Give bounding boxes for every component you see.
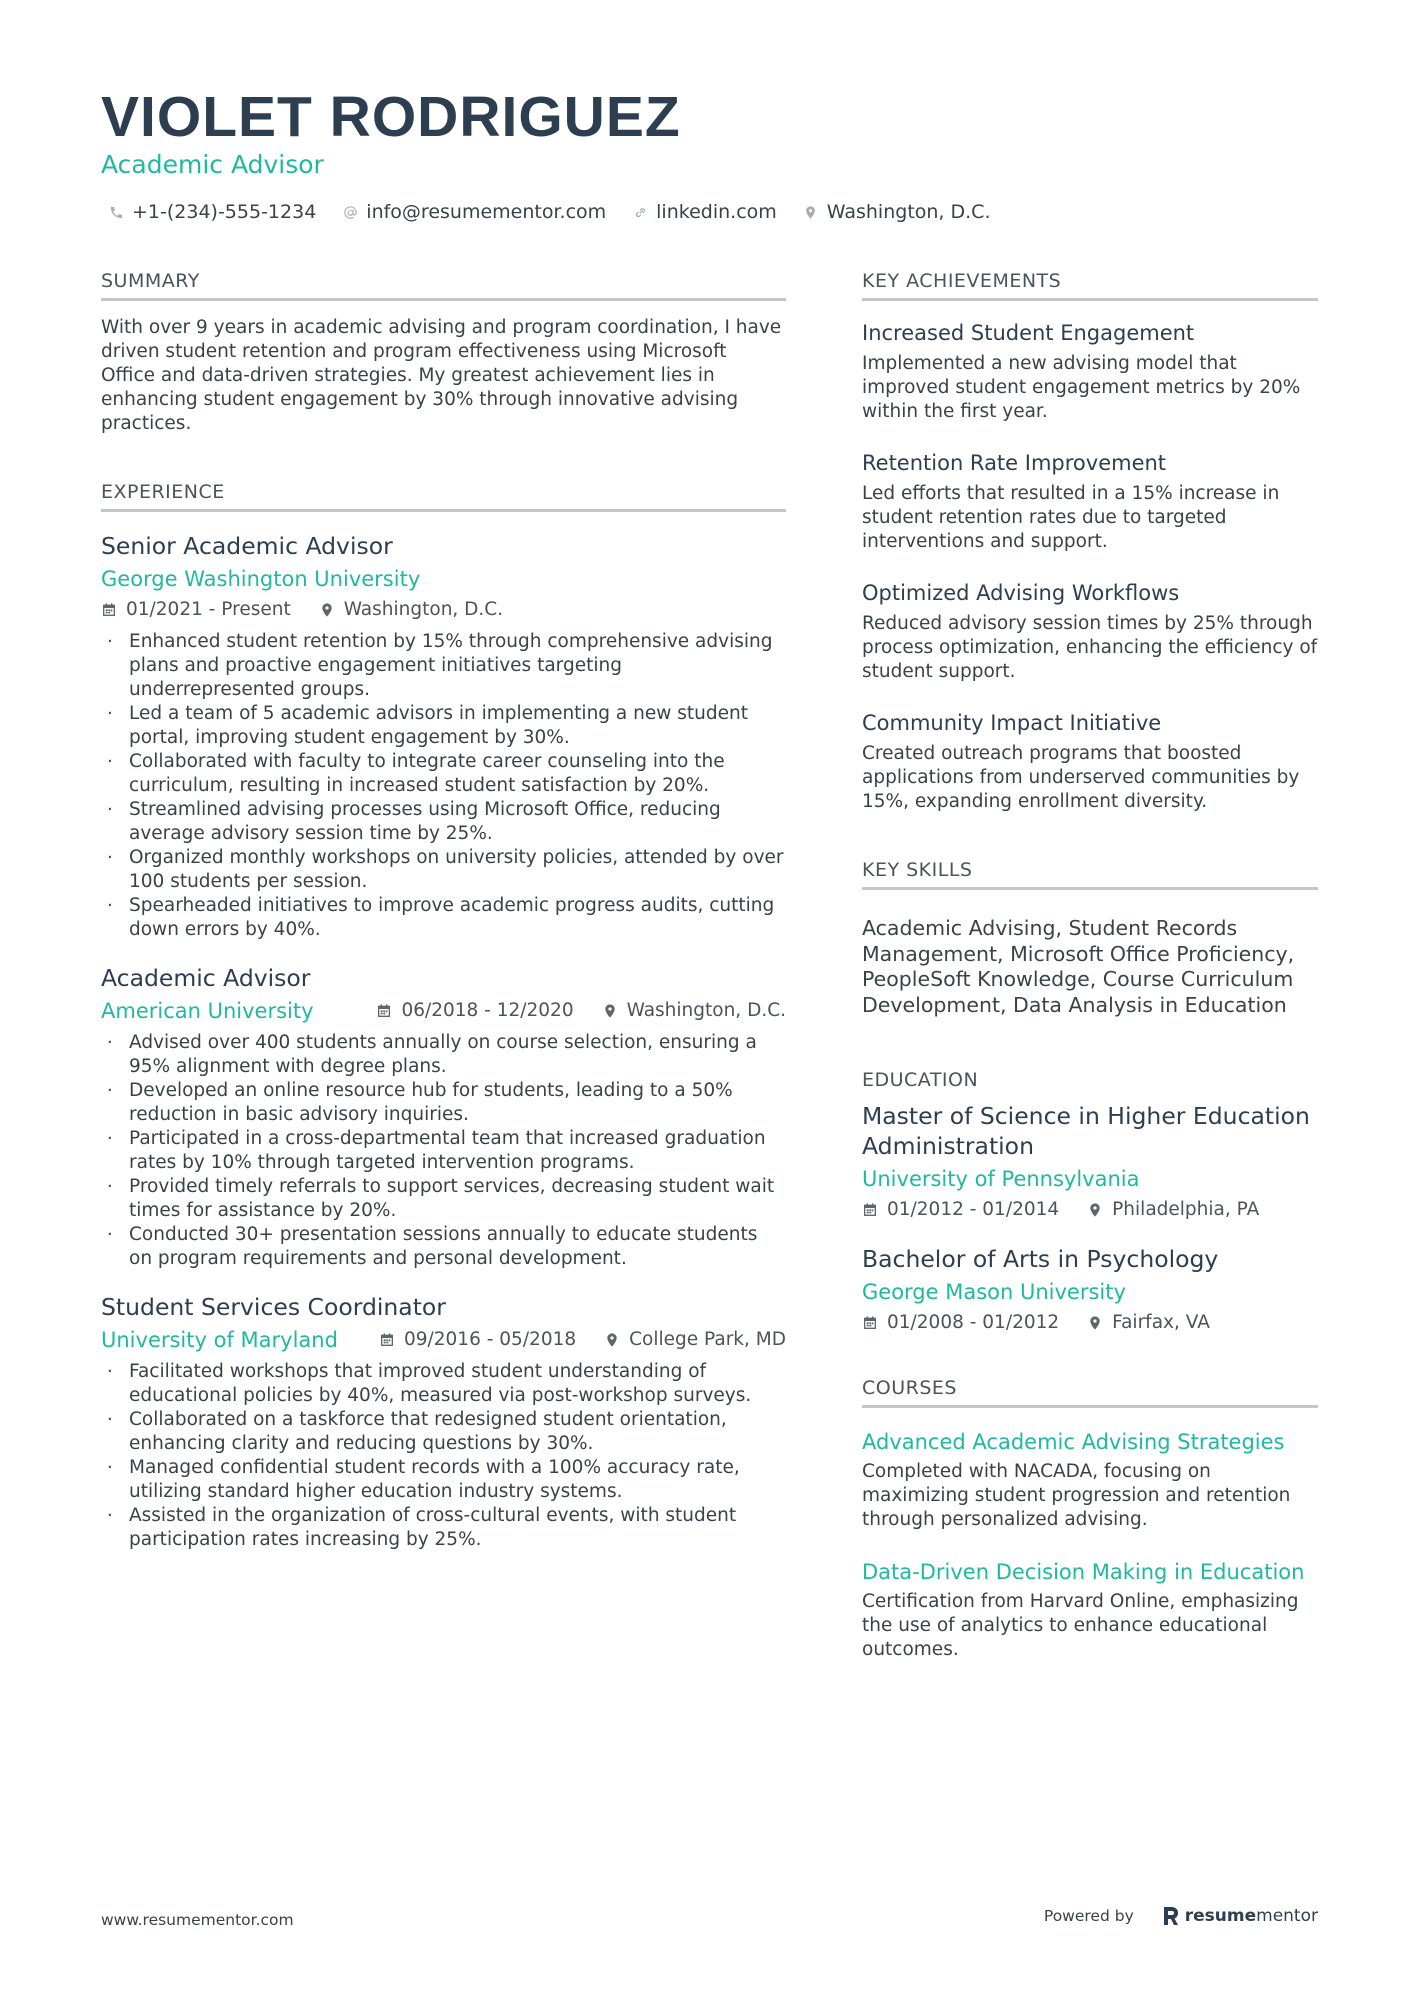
bullet-item: · Conducted 30+ presentation sessions annually to educate students on program requirements and personal development.: [101, 1223, 786, 1271]
education-item: [862, 1101, 1318, 1222]
education-dates: [862, 1198, 1059, 1222]
job-bullets: [101, 1031, 786, 1271]
course-title: Data-Driven Decision Making in Education: [862, 1560, 1305, 1584]
candidate-name: VIOLET RODRIGUEZ: [101, 85, 681, 149]
section-title-education: EDUCATION: [862, 1069, 979, 1091]
skills-text: Academic Advising, Student Records Management, Microsoft Office Proficiency, PeopleSoft Knowledge, Course Curriculum Development, Data Analysis in Education: [862, 916, 1295, 1017]
bullet-item: · Participated in a cross-departmental team that increased graduation rates by 10% through targeted intervention programs.: [101, 1127, 786, 1175]
achievement-text: Implemented a new advising model that improved student engagement metrics by 20% within the first year.: [862, 353, 1301, 422]
education-meta: [862, 1198, 1318, 1222]
dates-text: 09/2016 - 05/2018: [403, 1329, 577, 1350]
summary-text: With over 9 years in academic advising and program coordination, I have driven student retention and program effectiveness using Microsoft Office and data-driven strategies. My greatest achievement lies in enhancing student engagement by 30% through innovative advising practices.: [101, 317, 782, 434]
company-name: University of Maryland: [101, 1328, 338, 1352]
calendar-icon: [862, 1315, 878, 1331]
job-location: [319, 598, 503, 622]
location-text: Philadelphia, PA: [1112, 1199, 1260, 1220]
location-text: Washington, D.C.: [826, 201, 991, 223]
map-pin-icon: [1087, 1202, 1103, 1218]
job-dates: [376, 999, 573, 1023]
job-meta: [101, 598, 786, 622]
calendar-icon: [101, 602, 117, 618]
calendar-icon: [862, 1202, 878, 1218]
bullet-item: · Facilitated workshops that improved student understanding of educational policies by 40%, measured via post-workshop surveys.: [101, 1360, 786, 1408]
course-item: [862, 1428, 1318, 1532]
map-pin-icon: [1087, 1315, 1103, 1331]
bullet-item: · Organized monthly workshops on university policies, attended by over 100 students per session.: [101, 846, 786, 894]
job-location: [604, 1328, 786, 1352]
course-title: Advanced Academic Advising Strategies: [862, 1430, 1285, 1454]
achievement-item: [862, 449, 1318, 554]
achievement-title: Community Impact Initiative: [862, 711, 1162, 735]
dates-text: 06/2018 - 12/2020: [401, 1000, 574, 1021]
section-title-courses: COURSES: [862, 1375, 1318, 1408]
powered-by-text: Powered by: [1043, 1907, 1134, 1925]
dates-text: 01/2012 - 01/2014: [887, 1199, 1060, 1220]
job-title: Academic Advisor: [101, 964, 311, 992]
achievement-text: Created outreach programs that boosted applications from underserved communities by 15%, expanding enrollment diversity.: [862, 743, 1300, 812]
company-name: American University: [101, 999, 314, 1023]
bullet-item: · Led a team of 5 academic advisors in implementing a new student portal, improving student engagement by 30%.: [101, 702, 786, 750]
bullet-item: · Assisted in the organization of cross-cultural events, with student participation rates increasing by 25%.: [101, 1504, 786, 1552]
section-title-skills: KEY SKILLS: [862, 857, 1318, 890]
map-pin-icon: [319, 602, 335, 618]
education-item: [862, 1244, 1318, 1335]
experience-section: [101, 479, 786, 1552]
bullet-item: · Collaborated on a taskforce that redesigned student orientation, enhancing clarity and reducing questions by 30%.: [101, 1408, 786, 1456]
section-title-achievements: KEY ACHIEVEMENTS: [862, 268, 1318, 301]
phone-text: +1-(234)-555-1234: [132, 201, 317, 223]
bullet-item: · Spearheaded initiatives to improve academic progress audits, cutting down errors by 40%.: [101, 894, 786, 942]
location-text: Fairfax, VA: [1112, 1312, 1210, 1333]
education-location: [1087, 1311, 1210, 1335]
linkedin-text: linkedin.com: [656, 201, 777, 223]
degree-title: Bachelor of Arts in Psychology: [862, 1245, 1219, 1273]
company-name: George Washington University: [101, 567, 421, 591]
section-title-summary: SUMMARY: [101, 268, 786, 301]
course-text: Completed with NACADA, focusing on maximizing student progression and retention through personalized advising.: [862, 1461, 1291, 1530]
email-text: info@resumementor.com: [366, 201, 607, 223]
job-bullets: [101, 630, 786, 942]
dates-text: 01/2021 - Present: [126, 599, 291, 620]
degree-title: Master of Science in Higher Education Administration: [862, 1102, 1310, 1160]
job-meta: [379, 1328, 786, 1352]
achievement-item: [862, 579, 1318, 684]
course-item: [862, 1558, 1318, 1662]
job-entry: [101, 1292, 786, 1552]
dates-text: 01/2008 - 01/2012: [887, 1312, 1060, 1333]
bullet-item: · Enhanced student retention by 15% through comprehensive advising plans and proactive engagement initiatives targeting underrepresented groups.: [101, 630, 786, 702]
at-sign-icon: [342, 204, 358, 220]
contact-linkedin[interactable]: [632, 198, 777, 226]
course-text: Certification from Harvard Online, emphasizing the use of analytics to enhance educational outcomes.: [862, 1591, 1299, 1660]
job-dates: [379, 1328, 576, 1352]
contact-bar: [108, 198, 1017, 226]
achievement-title: Increased Student Engagement: [862, 321, 1195, 345]
section-title-experience: EXPERIENCE: [101, 479, 786, 512]
education-dates: [862, 1311, 1059, 1335]
job-dates: [101, 598, 291, 622]
education-meta: [862, 1311, 1318, 1335]
footer-website[interactable]: www.resumementor.com: [101, 1911, 294, 1929]
achievement-item: [862, 319, 1318, 424]
calendar-icon: [379, 1332, 395, 1348]
map-pin-icon: [602, 1003, 618, 1019]
school-name: University of Pennsylvania: [862, 1167, 1140, 1191]
bullet-item: · Developed an online resource hub for students, leading to a 50% reduction in basic advisory inquiries.: [101, 1079, 786, 1127]
location-text: Washington, D.C.: [343, 599, 504, 620]
contact-location: [803, 198, 991, 226]
education-location: [1087, 1198, 1259, 1222]
map-pin-icon: [604, 1332, 620, 1348]
achievement-title: Retention Rate Improvement: [862, 451, 1167, 475]
brand-thin: mentor: [1256, 1906, 1318, 1926]
bullet-item: · Advised over 400 students annually on course selection, ensuring a 95% alignment with degree plans.: [101, 1031, 786, 1079]
company-row: [101, 998, 786, 1024]
education-section: [862, 1067, 1318, 1335]
achievement-text: Reduced advisory session times by 25% through process optimization, enhancing the efficiency of student support.: [862, 613, 1318, 682]
brand-logo[interactable]: [1162, 1906, 1318, 1926]
footer-branding: [1044, 1906, 1318, 1926]
job-location: [602, 999, 786, 1023]
job-title: Student Services Coordinator: [101, 1293, 446, 1321]
bullet-item: · Streamlined advising processes using Microsoft Office, reducing average advisory session time by 25%.: [101, 798, 786, 846]
job-title: Senior Academic Advisor: [101, 532, 393, 560]
candidate-role: Academic Advisor: [101, 150, 324, 179]
contact-email[interactable]: [342, 198, 606, 226]
bullet-item: · Provided timely referrals to support services, decreasing student wait times for assistance by 20%.: [101, 1175, 786, 1223]
brand-bold: resume: [1184, 1906, 1257, 1926]
link-icon: [632, 204, 648, 220]
school-name: George Mason University: [862, 1280, 1126, 1304]
job-entry: [101, 531, 786, 942]
phone-icon: [108, 204, 124, 220]
company-row: [101, 1327, 786, 1353]
contact-phone: [108, 198, 316, 226]
job-bullets: [101, 1360, 786, 1552]
bullet-item: · Managed confidential student records with a 100% accuracy rate, utilizing standard higher education industry systems.: [101, 1456, 786, 1504]
map-pin-icon: [803, 204, 819, 220]
skills-section: [862, 857, 1318, 1018]
location-text: College Park, MD: [629, 1329, 786, 1350]
job-entry: [101, 963, 786, 1271]
right-column: [862, 268, 1318, 1688]
courses-section: [862, 1375, 1318, 1662]
achievement-item: [862, 709, 1318, 814]
summary-section: [101, 268, 786, 436]
left-column: [101, 268, 786, 1573]
location-text: Washington, D.C.: [626, 1000, 786, 1021]
achievements-section: [862, 268, 1318, 814]
calendar-icon: [376, 1003, 392, 1019]
bullet-item: · Collaborated with faculty to integrate career counseling into the curriculum, resulting in increased student satisfaction by 20%.: [101, 750, 786, 798]
achievement-text: Led efforts that resulted in a 15% increase in student retention rates due to targeted interventions and support.: [862, 483, 1280, 552]
job-meta: [376, 999, 786, 1023]
achievement-title: Optimized Advising Workflows: [862, 581, 1180, 605]
resumementor-logo-icon: [1162, 1906, 1180, 1926]
